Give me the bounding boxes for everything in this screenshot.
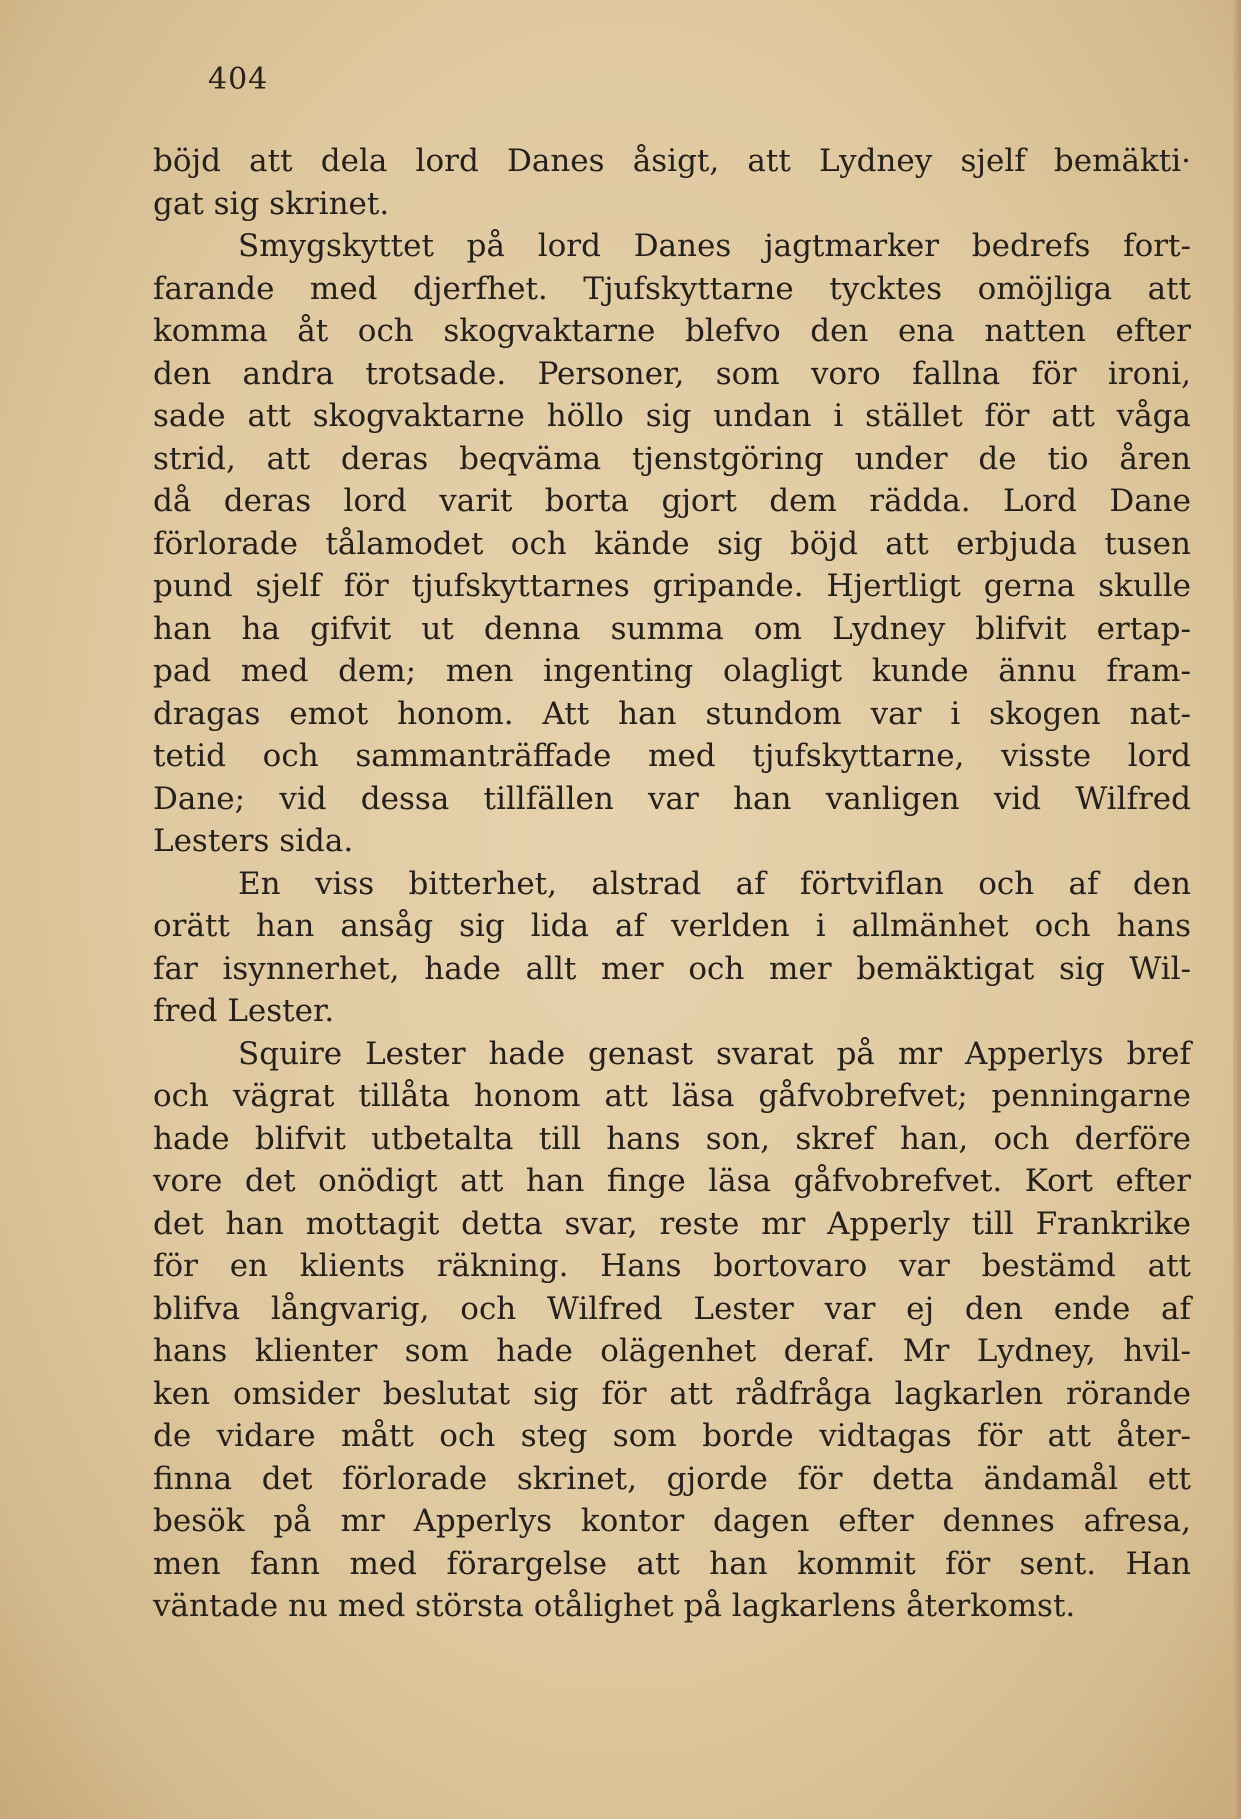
text-line: strid, att deras beqväma tjenstgöring under de tio åren	[153, 440, 1191, 477]
page-edge	[1233, 0, 1241, 1819]
text-line: finna det förlorade skrinet, gjorde för detta ändamål ett	[153, 1460, 1191, 1497]
text-line: dragas emot honom. Att han stundom var i skogen nat-	[153, 695, 1191, 732]
text-line: men fann med förargelse att han kommit för sent. Han	[153, 1545, 1191, 1582]
text-line: tetid och sammanträffade med tjufskyttarne, visste lord	[153, 738, 1191, 774]
text-line: det han mottagit detta svar, reste mr Apperly till Frankrike	[153, 1205, 1191, 1242]
text-line: hans klienter som hade olägenhet deraf. Mr Lydney, hvil-	[153, 1333, 1191, 1369]
text-line: hade blifvit utbetalta till hans son, skref han, och derföre	[153, 1120, 1191, 1157]
text-line: väntade nu med största otålighet på lagkarlens återkomst.	[153, 1588, 1076, 1624]
text-line: då deras lord varit borta gjort dem rädda. Lord Dane	[153, 483, 1191, 519]
text-line: orätt han ansåg sig lida af verlden i allmänhet och hans	[153, 908, 1191, 944]
body-text	[153, 140, 1191, 1628]
text-line: böjd att dela lord Danes åsigt, att Lydney sjelf bemäkti·	[153, 143, 1191, 179]
text-line: fred Lester.	[153, 993, 335, 1029]
text-line: Lesters sida.	[153, 823, 354, 859]
text-line: Smygskyttet på lord Danes jagtmarker bedrefs fort-	[238, 228, 1191, 264]
text-line: han ha gifvit ut denna summa om Lydney blifvit ertap-	[153, 610, 1191, 647]
page-number: 404	[208, 62, 269, 97]
text-line: de vidare mått och steg som borde vidtagas för att åter-	[153, 1418, 1191, 1454]
text-line: En viss bitterhet, alstrad af förtviflan och af den	[238, 865, 1191, 902]
text-line: för en klients räkning. Hans bortovaro var bestämd att	[153, 1248, 1191, 1284]
text-line: den andra trotsade. Personer, som voro fallna för ironi,	[153, 355, 1191, 392]
text-line: förlorade tålamodet och kände sig böjd att erbjuda tusen	[153, 525, 1191, 562]
text-line: komma åt och skogvaktarne blefvo den ena natten efter	[153, 313, 1191, 349]
text-line: sade att skogvaktarne höllo sig undan i stället för att våga	[153, 398, 1191, 434]
text-line: blifva långvarig, och Wilfred Lester var ej den ende af	[153, 1290, 1191, 1327]
text-line: gat sig skrinet.	[153, 185, 390, 222]
text-line: pund sjelf för tjufskyttarnes gripande. Hjertligt gerna skulle	[153, 568, 1191, 604]
text-line: pad med dem; men ingenting olagligt kunde ännu fram-	[153, 653, 1191, 689]
text-line: Squire Lester hade genast svarat på mr Apperlys bref	[238, 1035, 1191, 1072]
text-line: Dane; vid dessa tillfällen var han vanligen vid Wilfred	[153, 780, 1191, 817]
text-line: vore det onödigt att han finge läsa gåfvobrefvet. Kort efter	[153, 1163, 1191, 1199]
text-line: ken omsider beslutat sig för att rådfråga lagkarlen rörande	[153, 1375, 1191, 1412]
text-line: far isynnerhet, hade allt mer och mer bemäktigat sig Wil-	[153, 950, 1191, 987]
text-line: och vägrat tillåta honom att läsa gåfvobrefvet; penningarne	[153, 1078, 1191, 1114]
text-line: besök på mr Apperlys kontor dagen efter dennes afresa,	[153, 1503, 1191, 1539]
text-line: farande med djerfhet. Tjufskyttarne tycktes omöjliga att	[153, 270, 1191, 307]
